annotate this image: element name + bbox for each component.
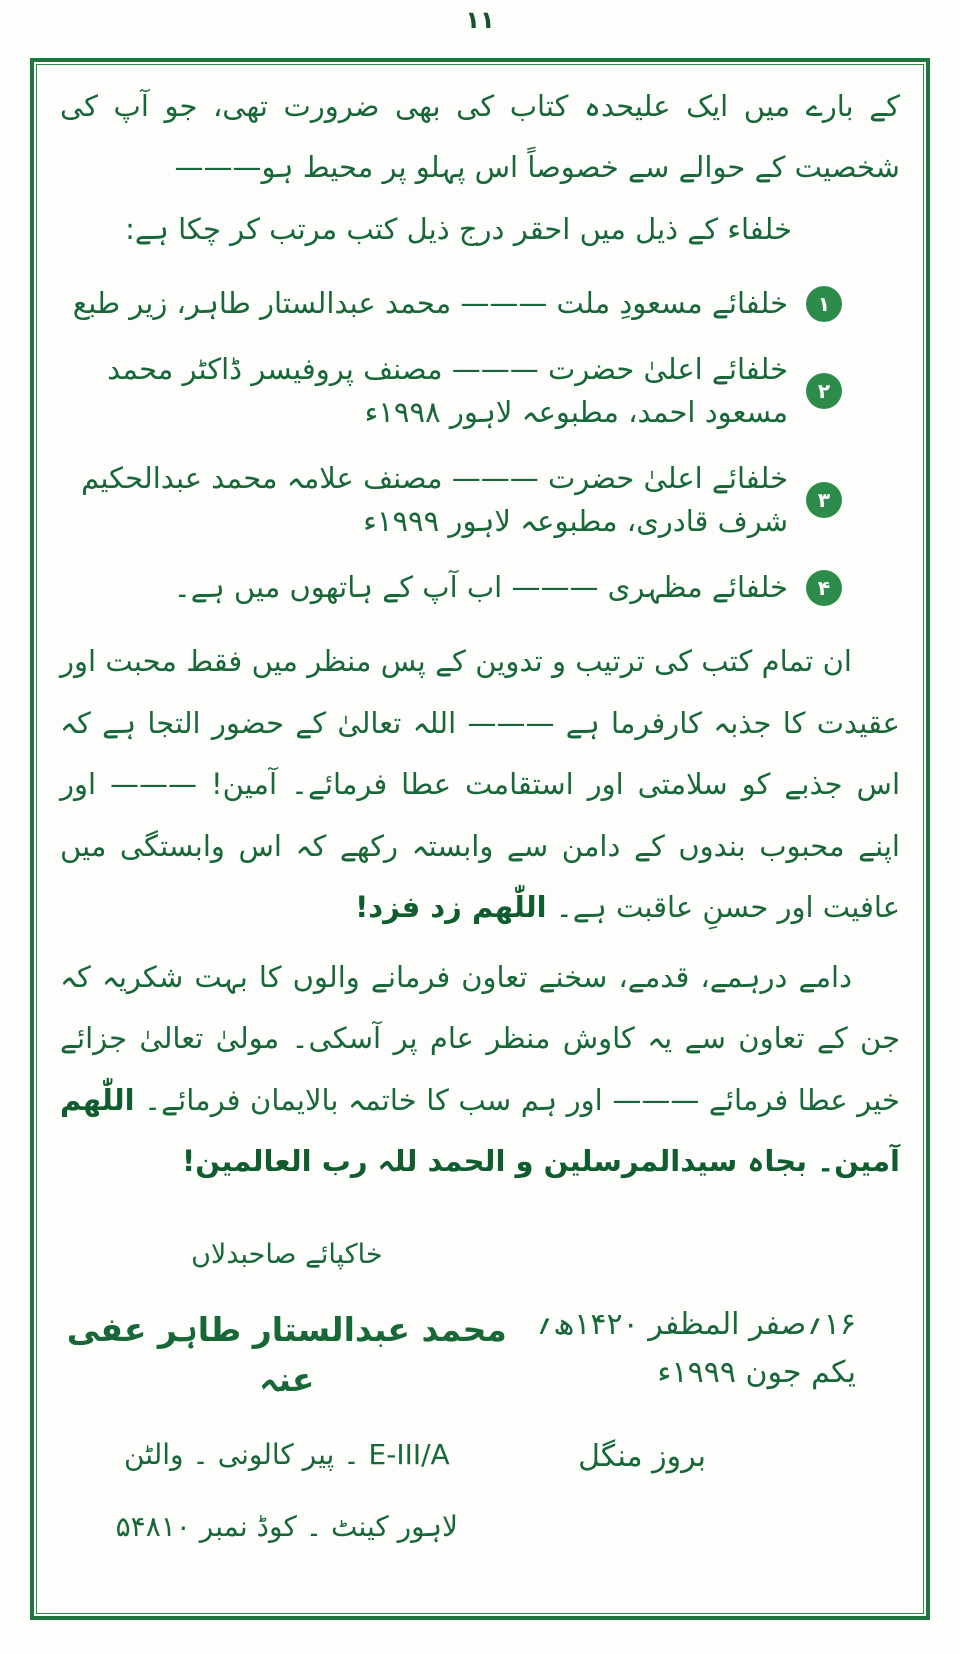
signature-salutation: خاکپائے صاحبدلاں [191, 1238, 383, 1270]
list-item-text: خلفائے اعلیٰ حضرت ——— مصنف علامہ محمد عبدالحکیم شرف قادری، مطبوعہ لاہور ۱۹۹۹ء [81, 460, 788, 539]
weekday-line: بروز منگل [578, 1438, 706, 1474]
arabic-supplication-1: اللّٰھم زد فزد! [355, 890, 547, 925]
list-item-text: خلفائے مسعودِ ملت ——— محمد عبدالستار طاہر، زیر طبع [72, 286, 788, 321]
page-number: ۱۱ [465, 6, 495, 34]
author-address-line2: لاہور کینٹ ۔ کوڈ نمبر ۵۴۸۱۰ [115, 1510, 458, 1544]
list-number-badge: ۱ [806, 286, 842, 322]
list-number-badge: ۳ [806, 482, 842, 518]
signature-block [60, 1235, 514, 1549]
list-number-badge: ۴ [806, 570, 842, 606]
date-line: ۱۶؍صفر المظفر ۱۴۲۰ھ؍ یکم جون ۱۹۹۹ء [535, 1306, 856, 1390]
paragraph-thanks [60, 947, 900, 1193]
list-item [60, 282, 900, 326]
list-item [60, 457, 900, 544]
list-item-text: خلفائے مظہری ——— اب آپ کے ہاتھوں میں ہے۔ [173, 569, 788, 604]
book-list [60, 282, 900, 609]
list-item-text: خلفائے اعلیٰ حضرت ——— مصنف پروفیسر ڈاکٹر محمد مسعود احمد، مطبوعہ لاہور ۱۹۹۸ء [107, 351, 788, 430]
footer-block [60, 1235, 900, 1549]
opening-paragraph: کے بارے میں ایک علیحدہ کتاب کی بھی ضرورت تھی، جو آپ کی شخصیت کے حوالے سے خصوصاً اس پہلو پر محیط ہو——— [60, 89, 900, 185]
paragraph-dedication-text: ان تمام کتب کی ترتیب و تدوین کے پس منظر میں فقط محبت اور عقیدت کا جذبہ کارفرما ہے ——— اللہ تعالیٰ کے حضور التجا ہے کہ اس جذبے کو سلامتی اور استقامت عطا فرمائے۔ آمین! ——— اور اپنے محبوب بندوں کے دامن سے وابستہ رکھے کہ اس وابستگی میں عافیت اور حسنِ عاقبت ہے۔ [60, 644, 900, 925]
list-item [60, 348, 900, 435]
page-border-frame [30, 58, 930, 1620]
list-number-badge: ۲ [806, 373, 842, 409]
list-item [60, 566, 900, 610]
paragraph-thanks-text: دامے درہمے، قدمے، سخنے تعاون فرمانے والوں کا بہت شکریہ کہ جن کے تعاون سے یہ کاوش منظر عام پر آسکی۔ مولیٰ تعالیٰ جزائے خیر عطا فرمائے ——— اور ہم سب کا خاتمہ بالایمان فرمائے۔ [60, 959, 900, 1117]
author-name: محمد عبدالستار طاہر عفی عنہ [66, 1310, 507, 1399]
date-block [514, 1235, 900, 1549]
author-address-line1: E-III/A ۔ پیر کالونی ۔ والٹن [123, 1438, 450, 1472]
arabic-supplication-2: اللّٰھم آمین۔ بجاہ سیدالمرسلین و الحمد للہ رب العالمین! [60, 1082, 900, 1179]
paragraph-dedication [60, 631, 900, 938]
intro-line: خلفاء کے ذیل میں احقر درج ذیل کتب مرتب کر چکا ہے: [125, 211, 792, 246]
